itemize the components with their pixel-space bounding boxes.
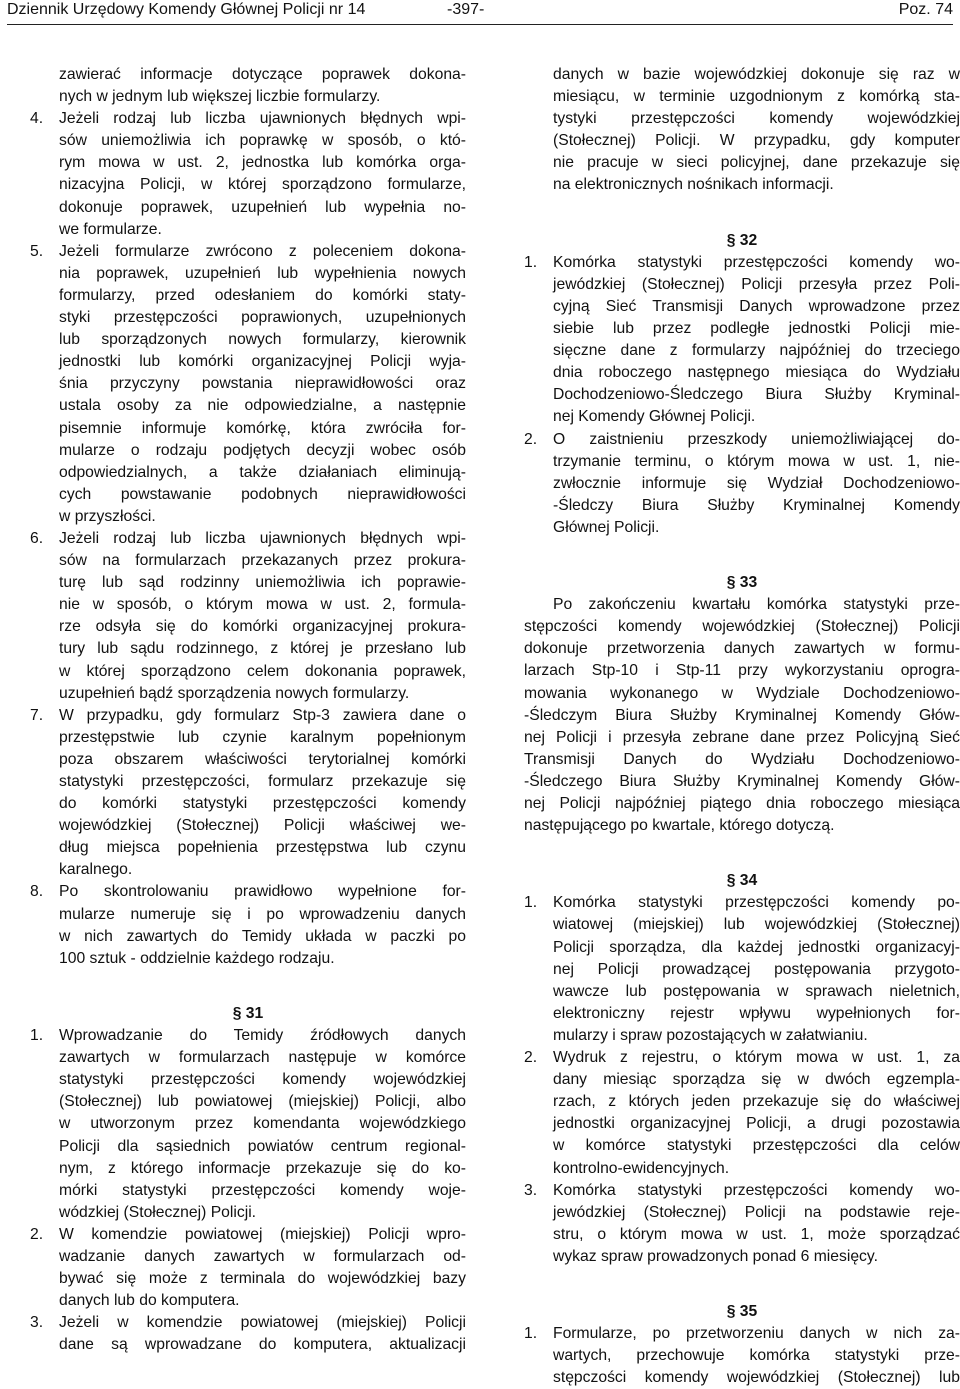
line-text: Jeżeli w komendzie powiatowej (miejskiej) Policji [59, 1314, 466, 1332]
text-line [524, 86, 960, 108]
line-text: odpowiedzialnych, a także działaniach eliminują- [59, 463, 466, 481]
text-line [524, 451, 960, 473]
line-text: nej Komendy Głównej Policji. [553, 408, 756, 426]
line-text: danych w bazie wojewódzkiej dokonuje się raz w [553, 66, 960, 83]
text-line [524, 1135, 960, 1157]
text-line [524, 1025, 960, 1047]
text-line [30, 1091, 466, 1113]
text-line [30, 418, 466, 440]
text-line [30, 1290, 466, 1312]
spacer [524, 219, 960, 230]
line-text: Policji sporządza, dla każdej jednostki organizacyj- [553, 938, 960, 956]
text-line [524, 616, 960, 638]
paragraph-number: 1. [524, 894, 538, 912]
numbered-paragraph-start [1, 528, 466, 550]
text-line [30, 329, 466, 351]
text-line [30, 904, 466, 926]
text-line [524, 1202, 960, 1224]
line-text: stępczości komendy wojewódzkiej (Stołecznej) lub [553, 1369, 960, 1387]
line-text: W przypadku, gdy formularz Stp-3 zawiera dane o [59, 706, 466, 724]
line-text: jednostki organizacyjnej Policji, a drugi pozostawia [553, 1115, 960, 1133]
line-text: (Stołecznej) lub powiatowej (miejskiej) Policji, albo [59, 1093, 466, 1111]
text-line [524, 793, 960, 815]
spacer [524, 561, 960, 572]
paragraph-number: 7. [30, 706, 44, 724]
line-text: stru, o którym mowa w ust. 1, może sporządzać [553, 1225, 960, 1243]
text-line [524, 1246, 960, 1268]
line-text: wojewódzkiej (Stołecznej) Policji właściwej we- [59, 817, 466, 835]
text-line [524, 1224, 960, 1246]
line-text: w nich zawartych do Temidy układa w paczki po [59, 927, 466, 945]
line-text: rzach, z których jeden przekazuje się do właściwej [553, 1093, 960, 1111]
text-line [524, 683, 960, 705]
numbered-paragraph-start [495, 1323, 960, 1345]
line-text: tury lub sądu rodzinnego, z której je przesłano lub [59, 640, 466, 658]
line-text: Po skontrolowaniu prawidłowo wypełnione for- [59, 883, 466, 901]
text-line [524, 384, 960, 406]
paragraph-number: 8. [30, 883, 44, 901]
numbered-paragraph-start [1, 881, 466, 903]
line-text: sów na formularzach przekazanych przez prokura- [59, 552, 466, 570]
text-line [524, 1367, 960, 1389]
text-line [524, 1003, 960, 1025]
text-line [524, 959, 960, 981]
text-line [30, 462, 466, 484]
line-text: wartych, przechowuje komórka statystyki prze- [553, 1347, 960, 1365]
line-text: turę lub sąd rodzinny uniemożliwia ich poprawie- [59, 574, 466, 592]
text-line [30, 572, 466, 594]
text-line [524, 937, 960, 959]
text-line [524, 296, 960, 318]
numbered-paragraph-start [1, 1025, 466, 1047]
line-text: Jeżeli formularze zwrócono z poleceniem dokona- [59, 242, 466, 260]
text-line [30, 638, 466, 660]
text-line [30, 285, 466, 307]
line-text: jednostki lub komórki organizacyjnej Policji wyja- [59, 353, 466, 371]
line-text: cyjną Sieć Transmisji Danych wprowadzone przez [553, 297, 960, 315]
text-line [524, 705, 960, 727]
line-text: Dochodzeniowo-Śledczego Biura Służby Kryminal- [553, 386, 960, 404]
section-heading: § 32 [726, 231, 758, 249]
line-text: następującego po kwartale, którego dotyczą. [524, 817, 835, 835]
line-text: stępczości komendy wojewódzkiej (Stołecznej) Policji [524, 618, 960, 636]
text-line [524, 638, 960, 660]
line-text: formularzy, przed odesłaniem do komórki staty- [59, 286, 466, 304]
line-text: zawierać informacje dotyczące poprawek dokona- [59, 66, 466, 83]
line-text: miesiącu, w terminie uzgodnionym z komórką sta- [553, 88, 960, 106]
text-line [524, 274, 960, 296]
spacer [524, 1268, 960, 1290]
text-line [30, 152, 466, 174]
line-text: ustala osoby za nie odpowiedzialne, a następnie [59, 397, 466, 415]
text-line [524, 318, 960, 340]
text-line [524, 1113, 960, 1135]
text-line [30, 1158, 466, 1180]
text-line [30, 263, 466, 285]
line-text: zawartych w formularzach następuje w komórce [59, 1049, 466, 1067]
line-text: jewódzkiej (Stołecznej) Policji na podstawie reje- [553, 1203, 960, 1221]
paragraph-number: 1. [30, 1027, 44, 1045]
line-text: we formularze. [59, 220, 162, 238]
text-line [30, 130, 466, 152]
line-text: nych w jednym lub większej liczbie formularzy. [59, 88, 381, 106]
line-text: Policji dla sąsiednich powiatów centrum regional- [59, 1137, 466, 1155]
line-text: Komórka statystyki przestępczości komendy wo- [553, 253, 960, 271]
line-text: mórki statystyki przestępczości komendy woje- [59, 1181, 466, 1199]
text-line [524, 1091, 960, 1113]
line-text: -Śledczym Biura Służby Kryminalnej Komendy Głów- [524, 706, 960, 724]
spacer [524, 1290, 960, 1301]
spacer [524, 859, 960, 870]
text-line [30, 661, 466, 683]
numbered-paragraph-start [495, 1180, 960, 1202]
text-line [30, 683, 466, 705]
text-line [30, 1268, 466, 1290]
text-line [524, 660, 960, 682]
text-line [30, 948, 466, 970]
text-line [30, 86, 466, 108]
line-text: dane są wprowadzane do komputera, aktualizacji [59, 1336, 466, 1354]
text-line [524, 340, 960, 362]
text-line [524, 473, 960, 495]
text-line [30, 197, 466, 219]
line-text: mowania wykonanego w Wydziale Dochodzeniowo- [524, 684, 960, 702]
line-text: wadzanie danych zawartych w formularzach od- [59, 1247, 466, 1265]
line-text: statystyki przestępczości komendy wojewódzkiej [59, 1071, 466, 1089]
text-line [524, 1158, 960, 1180]
line-text: Transmisji Danych do Wydziału Dochodzeniowo- [524, 750, 960, 768]
paragraph-number: 2. [30, 1225, 44, 1243]
text-line [30, 351, 466, 373]
text-line [30, 440, 466, 462]
line-text: Głównej Policji. [553, 518, 660, 536]
spacer [524, 539, 960, 561]
line-text: mularze numeruje się i po wprowadzeniu danych [59, 905, 466, 923]
line-text: W komendzie powiatowej (miejskiej) Policji wpro- [59, 1225, 466, 1243]
line-text: bywać się może z terminala do wojewódzkiej bazy [59, 1270, 466, 1288]
page-number: -397- [447, 1, 485, 18]
text-line [30, 1136, 466, 1158]
section-heading: § 34 [726, 872, 758, 890]
text-line [524, 815, 960, 837]
line-text: w której sporządzono celem dokonania poprawek, [59, 662, 466, 680]
line-text: nie pracuje w sieci policyjnej, dane przekazuje się [553, 154, 960, 172]
numbered-paragraph-start [495, 429, 960, 451]
line-text: Wydruk z rejestru, o którym mowa w ust. 1, za [553, 1049, 960, 1067]
line-text: sów uniemożliwia ich poprawkę w sposób, o któ- [59, 132, 466, 150]
numbered-paragraph-start [495, 1047, 960, 1069]
text-line [30, 837, 466, 859]
line-text: jewódzkiej (Stołecznej) Policji przesyła przez Poli- [553, 275, 960, 293]
text-line [30, 550, 466, 572]
line-text: mularze o rodzaju podjętych decyzji wobec osób [59, 441, 466, 459]
paragraph-number: 2. [524, 430, 538, 448]
text-line [30, 307, 466, 329]
line-text: uzupełnień bądź sporządzenia nowych formularzy. [59, 684, 410, 702]
text-line [524, 174, 960, 196]
paragraph-number: 1. [524, 253, 538, 271]
text-line [30, 616, 466, 638]
text-line [30, 815, 466, 837]
line-text: cych powstawanie podobnych nieprawidłowości [59, 485, 466, 503]
line-text: mularzy i spraw pozostających w załatwianiu. [553, 1026, 868, 1044]
line-text: do komórki statystyki przestępczości komendy [59, 795, 466, 813]
line-text: Jeżeli rodzaj lub liczba ujawnionych błędnych wpi- [59, 529, 466, 547]
line-text: nym, z którego informacje przekazuje się do ko- [59, 1159, 466, 1177]
line-text: Po zakończeniu kwartału komórka statystyki prze- [553, 596, 960, 614]
numbered-paragraph-start [1, 1224, 466, 1246]
line-text: larzach Stp-10 i Stp-11 przy wykorzystaniu oprogra- [524, 662, 960, 680]
line-text: dnia roboczego następnego miesiąca do Wydziału [553, 364, 960, 382]
line-text: nej Policji i przesyła zebrane dane przez Policyjną Sieć [524, 728, 960, 746]
line-text: siebie lub przez podległe jednostki Policji mie- [553, 320, 960, 338]
line-text: lub sporządzonych nowych formularzy, kierownik [59, 331, 466, 349]
text-line [30, 64, 466, 86]
text-line [30, 1069, 466, 1091]
line-text: rze odsyła się do komórki organizacyjnej prokura- [59, 618, 466, 636]
paragraph-number: 3. [30, 1314, 44, 1332]
line-text: pisemnie informuje komórkę, która zwróciła for- [59, 419, 466, 437]
text-line [30, 395, 466, 417]
text-line [524, 517, 960, 539]
text-line [524, 1069, 960, 1091]
text-line [30, 749, 466, 771]
line-text: danych lub do komputera. [59, 1292, 240, 1310]
line-text: wódzkiej (Stołecznej) Policji. [59, 1203, 257, 1221]
line-text: tystyki przestępczości komendy wojewódzkiej [553, 110, 960, 128]
spacer [30, 970, 466, 992]
line-text: -Śledczego Biura Służby Kryminalnej Komendy Głów- [524, 772, 960, 790]
line-text: O zaistnieniu przeszkody uniemożliwiającej do- [553, 430, 960, 448]
line-text: nizacyjna Policji, w której sporządzono formularze, [59, 176, 466, 194]
text-line [30, 1334, 466, 1356]
text-line [524, 594, 960, 616]
text-line [30, 484, 466, 506]
text-line [30, 771, 466, 793]
spacer [30, 992, 466, 1003]
text-line [524, 981, 960, 1003]
line-text: Formularze, po przetworzeniu danych w nich za- [553, 1325, 960, 1343]
line-text: na elektronicznych nośnikach informacji. [553, 176, 834, 194]
line-text: w przyszłości. [59, 507, 156, 525]
line-text: statystyki przestępczości, formularz przekazuje się [59, 773, 466, 790]
line-text: rym mowa w ust. 2, jednostka lub komórka orga- [59, 154, 466, 172]
numbered-paragraph-start [495, 892, 960, 914]
line-text: przestępstwie lub czynie karalnym popełnionym [59, 728, 466, 746]
section-heading: § 31 [232, 1004, 264, 1022]
text-line [30, 859, 466, 881]
line-text: Komórka statystyki przestępczości komendy wo- [553, 1181, 960, 1199]
text-line [524, 362, 960, 384]
line-text: -Śledczy Biura Służby Kryminalnej Komendy [553, 496, 960, 514]
line-text: (Stołecznej) Policji. W przypadku, gdy komputer [553, 132, 960, 150]
text-line [524, 771, 960, 793]
line-text: dokonuje poprawek, uzupełnień lub wypełnia no- [59, 198, 466, 216]
text-line [30, 219, 466, 241]
page-header [7, 0, 953, 25]
line-text: kontrolno-ewidencyjnych. [553, 1159, 730, 1177]
line-text: Jeżeli rodzaj lub liczba ujawnionych błędnych wpi- [59, 110, 466, 128]
text-line [30, 594, 466, 616]
numbered-paragraph-start [1, 705, 466, 727]
paragraph-number: 2. [524, 1049, 538, 1067]
section-heading: § 35 [726, 1303, 758, 1321]
text-line [30, 506, 466, 528]
text-line [30, 373, 466, 395]
text-line [524, 1345, 960, 1367]
text-line [30, 926, 466, 948]
line-text: nia poprawek, uzupełnień lub wypełnienia nowych [59, 264, 466, 282]
paragraph-number: 1. [524, 1325, 538, 1343]
line-text: wawcze lub postępowania w sprawach nieletnich, [553, 982, 960, 1000]
line-text: w komórce statystyki przestępczości dla celów [553, 1137, 960, 1155]
line-text: elektroniczny rejestr wpływu wypełnionych for- [553, 1004, 960, 1022]
text-line [30, 1246, 466, 1268]
journal-title: Dziennik Urzędowy Komendy Głównej Policji nr 14 [7, 1, 366, 18]
text-line [30, 1180, 466, 1202]
text-line [524, 495, 960, 517]
spacer [524, 197, 960, 219]
line-text: zwłocznie informuje się Wydział Dochodzeniowo- [553, 474, 960, 492]
section-heading: § 33 [726, 574, 758, 592]
line-text: wykaz spraw prowadzonych ponad 6 miesięcy. [553, 1247, 878, 1265]
line-text: dokonuje przetworzenia danych zawartych w formu- [524, 640, 960, 658]
text-line [30, 174, 466, 196]
text-line [524, 727, 960, 749]
text-line [524, 64, 960, 86]
text-line [524, 406, 960, 428]
text-line [30, 1202, 466, 1224]
spacer [524, 837, 960, 859]
line-text: dany miesiąc sporządza się w dwóch egzempla- [553, 1071, 960, 1089]
paragraph-number: 5. [30, 242, 44, 260]
paragraph-number: 4. [30, 110, 44, 128]
line-text: Wprowadzanie do Temidy źródłowych danych [59, 1027, 466, 1045]
text-line [524, 749, 960, 771]
text-line [524, 152, 960, 174]
left-column [30, 64, 466, 1356]
numbered-paragraph-start [1, 108, 466, 130]
text-line [30, 727, 466, 749]
line-text: dług miejsca popełnienia przestępstwa lub czynu [59, 839, 466, 857]
line-text: karalnego. [59, 861, 133, 879]
line-text: w utworzonym przez komendanta wojewódzkiego [59, 1115, 466, 1133]
paragraph-number: 6. [30, 529, 44, 547]
line-text: styki przestępczości poprawionych, uzupełnionych [59, 309, 466, 327]
line-text: trzymanie terminu, o którym mowa w ust. 1, nie- [553, 452, 960, 470]
text-line [524, 108, 960, 130]
line-text: Komórka statystyki przestępczości komendy po- [553, 894, 960, 912]
line-text: nie w sposób, o którym mowa w ust. 2, formula- [59, 596, 466, 614]
numbered-paragraph-start [495, 252, 960, 274]
line-text: wiatowej (miejskiej) lub wojewódzkiej (Stołecznej) [553, 916, 960, 934]
line-text: 100 sztuk - oddzielnie każdego rodzaju. [59, 949, 335, 967]
paragraph-number: 3. [524, 1181, 538, 1199]
line-text: poza obszarem właściwości terytorialnej komórki [59, 750, 466, 768]
line-text: śnia przyczyny powstania nieprawidłowości oraz [59, 375, 466, 393]
position-number: Poz. 74 [898, 1, 953, 18]
line-text: nej Policji najpóźniej piątego dnia roboczego miesiąca [524, 795, 960, 812]
text-line [524, 130, 960, 152]
numbered-paragraph-start [1, 241, 466, 263]
line-text: sięczne dane z formularzy najpóźniej do trzeciego [553, 342, 960, 360]
text-line [30, 1047, 466, 1069]
right-column [524, 64, 960, 1389]
text-line [30, 793, 466, 815]
text-line [30, 1113, 466, 1135]
text-line [524, 914, 960, 936]
line-text: nej Policji prowadzącej postępowania przygoto- [553, 960, 960, 978]
numbered-paragraph-start [1, 1312, 466, 1334]
